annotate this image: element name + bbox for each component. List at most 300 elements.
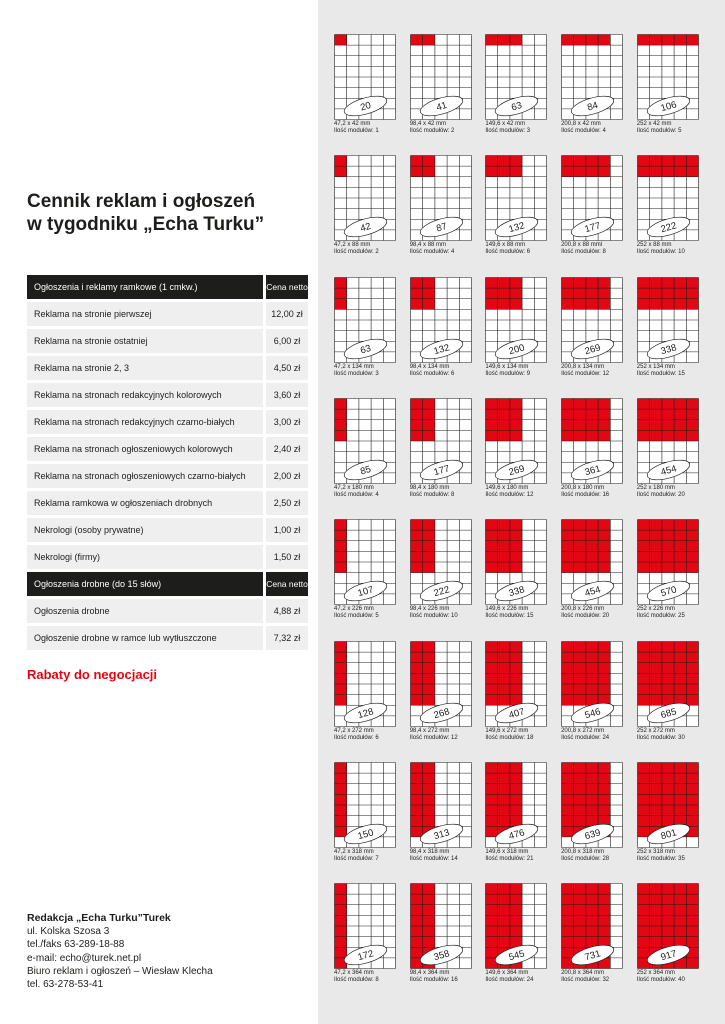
ad-area [637,520,698,573]
ad-module-count: Ilość modułów: 16 [561,491,610,498]
ad-size-caption [410,728,471,742]
contact-org: Redakcja „Echa Turku”Turek [27,912,171,924]
ad-dimensions: 252 x 364 mm [636,970,675,977]
ad-size-tile [637,277,698,378]
ad-dimensions: 149,6 x 88 mm [485,242,526,249]
price-badge-value: 200 [507,341,527,357]
ad-module-count: Ilość modułów: 28 [561,855,610,862]
ad-dimensions: 98,4 x 42 mm [409,121,447,127]
price-row [27,491,308,515]
ad-size-caption [485,606,546,620]
price-row [27,410,308,434]
ad-module-count: Ilość modułów: 2 [334,249,379,256]
ad-size-caption [334,242,395,256]
contact-email: e-mail: echo@turek.net.pl [27,952,142,964]
ad-size-caption [410,364,471,378]
contact-office-phone: tel. 63-278-53-41 [27,979,104,991]
module-grid [334,762,396,848]
price-row-value: 1,50 zł [266,545,308,569]
price-badge-value: 42 [359,221,373,235]
ad-size-tile [637,762,698,863]
module-grid [410,155,472,241]
price-badge-value: 106 [659,99,678,115]
ad-module-count: Ilość modułów: 10 [409,613,458,620]
price-row [27,518,308,542]
ad-size-tile [334,277,395,378]
ad-size-caption [334,121,395,135]
price-badge-value: 20 [359,100,373,114]
price-row [27,437,308,461]
ad-size-caption [637,242,698,256]
price-badge-value: 150 [356,827,375,843]
price-row-label: Reklama na stronie 2, 3 [27,356,263,380]
ad-size-tile [410,762,471,863]
ad-module-count: Ilość modułów: 4 [561,128,606,134]
module-grid [410,641,472,727]
ad-dimensions: 200,8 x 226 mm [561,606,605,613]
module-grid [485,519,547,605]
ad-size-tile [334,155,395,256]
price-badge-value: 222 [659,220,678,236]
ad-dimensions: 98,4 x 272 mm [409,727,450,734]
ad-module-count: Ilość modułów: 30 [636,734,685,741]
ad-dimensions: 200,8 x 272 mm [561,727,605,734]
price-rows-group-1 [27,302,308,569]
price-row [27,464,308,488]
ad-size-caption [334,364,395,378]
module-grid [485,883,547,969]
ad-size-caption [334,849,395,863]
module-grid [637,762,699,848]
ad-size-caption [561,485,622,499]
price-row-label: Reklama na stronach ogłoszeniowych czarno-białych [27,464,263,488]
price-row-label: Nekrologi (firmy) [27,545,263,569]
ad-dimensions: 47,2 x 364 mm [334,970,374,977]
ad-size-tile [485,519,546,620]
contact-block [27,912,213,991]
ad-dimensions: 47,2 x 318 mm [334,848,374,855]
ad-size-tile [410,641,471,742]
ad-module-count: Ilość modułów: 21 [485,855,534,862]
ad-size-tile [334,34,395,135]
module-grid [485,398,547,484]
module-grid [561,34,623,120]
price-row-label: Reklama na stronach redakcyjnych kolorowych [27,383,263,407]
ad-dimensions: 47,2 x 272 mm [334,727,374,734]
ad-size-tile [485,883,546,984]
ad-module-count: Ilość modułów: 8 [334,977,379,984]
module-grid [485,762,547,848]
price-row-value: 2,00 zł [266,464,308,488]
ad-area [486,277,523,309]
ad-module-count: Ilość modułów: 15 [485,613,534,620]
ad-module-count: Ilość modułów: 6 [409,370,455,377]
ad-dimensions: 98,4 x 88 mm [409,242,447,249]
price-row-value: 3,00 zł [266,410,308,434]
ad-dimensions: 200,8 x 42 mm [561,121,601,127]
page-title [27,190,312,236]
ad-module-count: Ilość modułów: 20 [561,613,610,620]
ad-size-caption [485,970,546,984]
header-label: Ogłoszenia drobne (do 15 słów) [27,572,263,596]
price-badge-value: 546 [583,705,602,721]
ad-module-count: Ilość modułów: 7 [334,855,379,862]
ad-size-tile [485,398,546,499]
ad-module-count: Ilość modułów: 20 [636,491,685,498]
price-badge-value: 454 [659,463,678,479]
price-row-label: Reklama na stronach ogłoszeniowych kolorowych [27,437,263,461]
price-rows-group-2 [27,599,308,650]
ad-size-caption [334,728,395,742]
ad-size-tile [410,519,471,620]
ad-dimensions: 200,8 x 364 mm [561,970,605,977]
ad-size-caption [637,364,698,378]
module-grid [334,883,396,969]
module-grid [561,883,623,969]
price-row-label: Ogłoszenia drobne [27,599,263,623]
ad-size-tile [637,883,698,984]
module-grid [561,641,623,727]
ad-size-tile [485,762,546,863]
price-badge-value: 338 [507,584,527,600]
price-badge-value: 85 [359,463,373,478]
price-badge-value: 222 [432,584,451,600]
module-grid [410,398,472,484]
ad-size-tile [334,762,395,863]
ad-area [335,520,347,573]
discount-note: Rabaty do negocjacji [27,667,158,682]
price-badge-value: 84 [586,100,600,114]
ad-size-tile [561,883,622,984]
ad-dimensions: 98,4 x 364 mm [409,970,450,977]
ad-dimensions: 200,8 x 88 mml [561,242,603,249]
title-line-2: w tygodniku „Echa Turku” [27,214,265,235]
module-grid [485,277,547,363]
ad-size-tile [561,762,622,863]
module-grid [334,519,396,605]
price-row [27,356,308,380]
price-badge-value: 917 [659,948,678,964]
ad-area [486,520,523,573]
module-grid [334,34,396,120]
ad-module-count: Ilość modułów: 4 [409,249,455,256]
price-badge-value: 476 [507,827,527,843]
price-badge-value: 731 [583,948,602,964]
ad-size-caption [334,970,395,984]
ad-size-caption [561,364,622,378]
ad-size-tile [410,34,471,135]
price-badge-value: 454 [583,584,602,600]
ad-dimensions: 98,4 x 226 mm [409,606,450,613]
ad-dimensions: 200,8 x 134 mm [561,363,605,370]
price-row [27,329,308,353]
module-grid [485,155,547,241]
ad-size-caption [410,485,471,499]
ad-size-caption [637,970,698,984]
ad-size-tile [637,398,698,499]
ad-size-tile [561,398,622,499]
ad-size-tile [637,519,698,620]
module-grid [410,762,472,848]
ad-size-caption [485,849,546,863]
ad-dimensions: 149,6 x 364 mm [485,970,529,977]
ad-size-tile [334,883,395,984]
price-row-value: 1,00 zł [266,518,308,542]
ad-size-panel [318,0,725,1024]
price-badge-value: 358 [432,948,451,964]
price-badge-value: 407 [507,705,527,721]
ad-module-count: Ilość modułów: 8 [561,249,606,256]
price-badge-value: 545 [507,948,527,964]
price-badge-value: 172 [356,948,375,964]
ad-dimensions: 252 x 42 mm [636,121,672,127]
ad-module-count: Ilość modułów: 25 [636,613,685,620]
price-badge-value: 87 [434,221,449,235]
module-grid [410,883,472,969]
price-row [27,383,308,407]
price-badge-value: 269 [507,463,527,479]
ad-dimensions: 149,6 x 42 mm [485,121,526,127]
module-grid [561,277,623,363]
ad-area [335,35,347,46]
ad-dimensions: 252 x 272 mm [636,727,675,734]
price-badge-value: 361 [583,463,602,479]
header-price-label: Cena netto [266,275,308,299]
ad-size-caption [485,242,546,256]
ad-size-tile [637,34,698,135]
ad-module-count: Ilość modułów: 6 [334,734,379,741]
ad-module-count: Ilość modułów: 2 [409,128,455,134]
ad-size-tile [334,641,395,742]
price-badge-value: 685 [659,705,678,721]
ad-module-count: Ilość modułów: 35 [636,855,685,862]
price-row-value: 7,32 zł [266,626,308,650]
ad-dimensions: 149,6 x 226 mm [485,606,529,613]
ad-dimensions: 200,8 x 318 mm [561,848,605,855]
module-grid [637,277,699,363]
ad-dimensions: 47,2 x 180 mm [334,484,374,491]
ad-size-caption [561,849,622,863]
module-grid [334,277,396,363]
module-grid [334,641,396,727]
ad-module-count: Ilość modułów: 32 [561,977,610,984]
price-row-value: 4,88 zł [266,599,308,623]
module-grid [410,34,472,120]
price-badge-value: 63 [510,100,524,114]
ad-module-count: Ilość modułów: 1 [334,128,379,134]
ad-size-tile [561,277,622,378]
ad-dimensions: 252 x 226 mm [636,606,675,613]
ad-module-count: Ilość modułów: 40 [636,977,685,984]
ad-module-count: Ilość modułów: 4 [334,491,379,498]
ad-size-tile [410,398,471,499]
ad-size-caption [410,242,471,256]
price-row-label: Ogłoszenie drobne w ramce lub wytłuszczone [27,626,263,650]
module-grid [561,519,623,605]
ad-size-caption [334,606,395,620]
ad-size-caption [561,121,622,135]
ad-size-caption [334,485,395,499]
module-grid [485,641,547,727]
contact-address: ul. Kolska Szosa 3 [27,926,110,938]
price-row-label: Reklama ramkowa w ogłoszeniach drobnych [27,491,263,515]
ad-module-count: Ilość modułów: 12 [409,734,458,741]
module-grid [637,155,699,241]
ad-size-caption [561,728,622,742]
price-badge-value: 128 [356,705,375,721]
module-grid [637,34,699,120]
price-row-value: 2,40 zł [266,437,308,461]
module-grid [637,641,699,727]
ad-dimensions: 98,4 x 318 mm [409,848,450,855]
module-grid [637,519,699,605]
ad-dimensions: 98,4 x 180 mm [409,484,450,491]
ad-size-caption [637,121,698,135]
ad-size-tile [561,155,622,256]
ad-dimensions: 47,2 x 134 mm [334,363,374,370]
ad-dimensions: 252 x 180 mm [636,484,675,491]
ad-module-count: Ilość modułów: 24 [561,734,610,741]
price-row-value: 12,00 zł [266,302,308,326]
price-badge-value: 41 [434,100,449,114]
module-grid [410,519,472,605]
ad-size-tile [561,519,622,620]
price-badge-value: 801 [659,827,678,843]
price-badge-value: 268 [432,705,451,721]
ad-size-tile [485,277,546,378]
ad-module-count: Ilość modułów: 5 [334,613,379,620]
module-grid [561,762,623,848]
left-panel [0,0,318,1024]
ad-size-caption [637,606,698,620]
price-badge-value: 63 [359,342,373,357]
price-row-value: 2,50 zł [266,491,308,515]
ad-dimensions: 98,4 x 134 mm [409,363,450,370]
ad-size-caption [637,485,698,499]
price-row-value: 6,00 zł [266,329,308,353]
ad-module-count: Ilość modułów: 5 [636,128,682,134]
module-grid [637,883,699,969]
header-label: Ogłoszenia i reklamy ramkowe (1 cmkw.) [27,275,263,299]
ad-size-tile [637,641,698,742]
ad-dimensions: 200,8 x 180 mm [561,484,605,491]
ad-size-caption [637,728,698,742]
ad-area [637,277,698,309]
ad-dimensions: 252 x 88 mm [636,242,672,249]
ad-module-count: Ilość modułów: 24 [485,977,534,984]
ad-size-tile [410,155,471,256]
ad-size-tile [410,883,471,984]
module-grid [334,398,396,484]
ad-module-count: Ilość modułów: 10 [636,249,685,256]
module-grid [485,34,547,120]
price-badge-value: 177 [583,220,602,236]
ad-size-caption [410,121,471,135]
price-table [27,275,308,653]
ad-module-count: Ilość modułów: 14 [409,855,458,862]
module-grid [637,398,699,484]
price-badge-value: 269 [583,341,602,357]
ad-area [637,35,698,46]
ad-dimensions: 252 x 134 mm [636,363,675,370]
ad-dimensions: 149,6 x 318 mm [485,848,529,855]
price-row [27,545,308,569]
contact-phone: tel./faks 63-289-18-88 [27,939,125,951]
price-badge-value: 338 [659,341,678,357]
module-grid [561,398,623,484]
ad-dimensions: 149,6 x 180 mm [485,484,529,491]
price-row-label: Nekrologi (osoby prywatne) [27,518,263,542]
ad-module-count: Ilość modułów: 3 [485,128,531,134]
ad-module-count: Ilość modułów: 8 [409,491,455,498]
ad-size-tile [561,34,622,135]
contact-office: Biuro reklam i ogłoszeń – Wiesław Klecha [27,965,213,977]
price-table-header-2 [27,572,308,596]
price-row [27,302,308,326]
ad-size-caption [410,606,471,620]
price-table-header [27,275,308,299]
ad-area [486,35,523,46]
ad-module-count: Ilość modułów: 15 [636,370,685,377]
price-row [27,626,308,650]
price-badge-value: 313 [432,827,451,843]
price-row-label: Reklama na stronach redakcyjnych czarno-białych [27,410,263,434]
price-row-label: Reklama na stronie pierwszej [27,302,263,326]
ad-dimensions: 47,2 x 42 mm [334,121,371,127]
module-grid [410,277,472,363]
price-row-value: 3,60 zł [266,383,308,407]
ad-dimensions: 149,6 x 272 mm [485,727,529,734]
ad-module-count: Ilość modułów: 3 [334,370,379,377]
price-row-value: 4,50 zł [266,356,308,380]
price-row [27,599,308,623]
ad-size-caption [485,121,546,135]
ad-size-tile [410,277,471,378]
ad-size-caption [485,728,546,742]
ad-size-caption [561,242,622,256]
ad-module-count: Ilość modułów: 6 [485,249,531,256]
ad-size-tile [485,34,546,135]
price-row-label: Reklama na stronie ostatniej [27,329,263,353]
ad-dimensions: 149,6 x 134 mm [485,363,529,370]
ad-size-tile [485,155,546,256]
price-badge-value: 177 [432,463,451,479]
ad-size-tile [334,519,395,620]
ad-size-tile [637,155,698,256]
ad-module-count: Ilość modułów: 18 [485,734,534,741]
module-grid [561,155,623,241]
ad-size-caption [410,849,471,863]
ad-size-caption [410,970,471,984]
price-badge-value: 570 [659,584,678,600]
ad-size-caption [561,970,622,984]
ad-dimensions: 47,2 x 226 mm [334,606,374,613]
price-badge-value: 132 [507,220,527,236]
module-grid [334,155,396,241]
ad-module-count: Ilość modułów: 16 [409,977,458,984]
ad-size-tile [485,641,546,742]
header-price-label: Cena netto [266,572,308,596]
title-line-1: Cennik reklam i ogłoszeń [27,191,256,212]
ad-size-caption [561,606,622,620]
price-badge-value: 107 [356,584,375,600]
ad-module-count: Ilość modułów: 12 [485,491,534,498]
price-badge-value: 639 [583,827,602,843]
price-badge-value: 132 [432,341,451,357]
ad-area [335,277,347,309]
ad-size-caption [485,485,546,499]
ad-size-tile [561,641,622,742]
